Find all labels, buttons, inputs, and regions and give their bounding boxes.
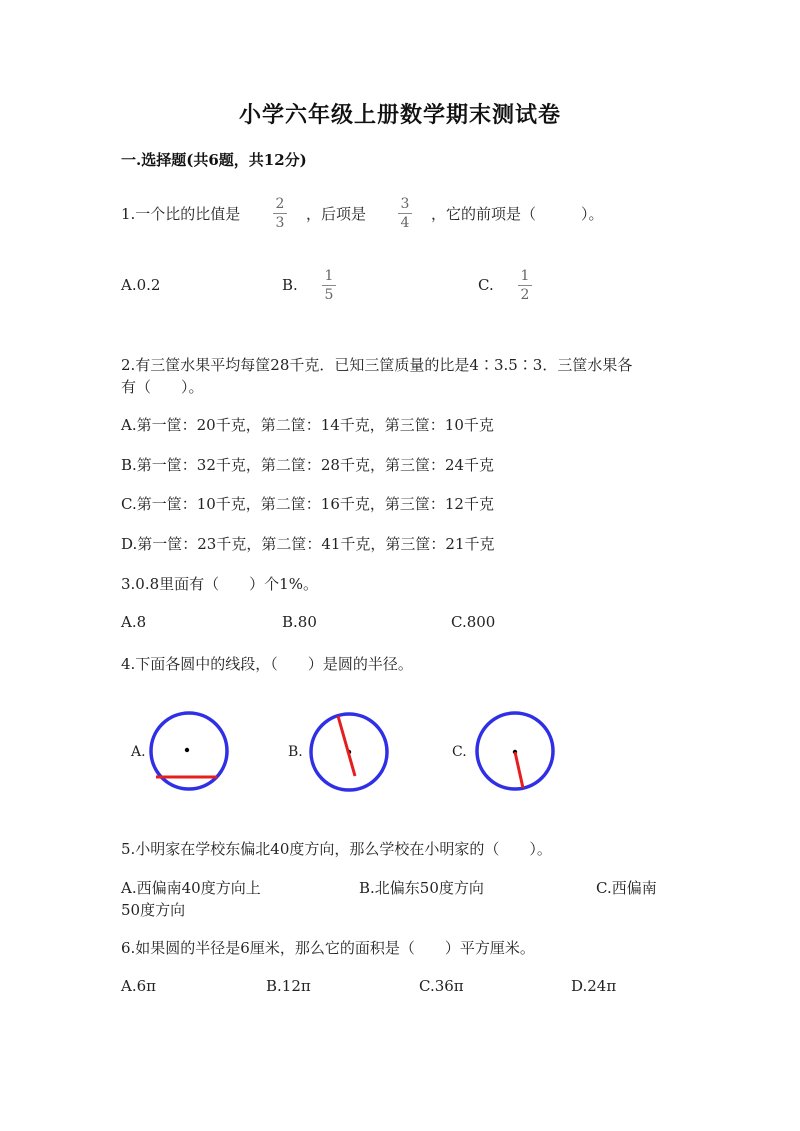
q2-option-d: D.第一筐：23千克，第二筐：41千克，第三筐：21千克 xyxy=(121,535,495,553)
q1-text-middle: ，后项是 xyxy=(306,205,367,223)
q2-option-c: C.第一筐：10千克，第二筐：16千克，第三筐：12千克 xyxy=(121,495,494,513)
fraction-bar xyxy=(273,213,287,214)
q1-text-start: 1.一个比的比值是 xyxy=(121,205,241,223)
q6-option-a: A.6π xyxy=(121,977,157,995)
fraction-bar xyxy=(398,213,412,214)
center-dot xyxy=(185,748,189,752)
q4-label-b: B. xyxy=(288,744,303,760)
q1-option-b-fraction xyxy=(318,268,340,303)
q1-fraction-ratio xyxy=(269,196,291,231)
q4-label-a: A. xyxy=(131,744,146,760)
q1-option-a: A.0.2 xyxy=(121,276,161,294)
fraction-numerator: 1 xyxy=(520,268,530,284)
q6-text: 6.如果圆的半径是6厘米，那么它的面积是（ ）平方厘米。 xyxy=(121,939,535,957)
q3-option-a: A.8 xyxy=(121,613,147,631)
fraction-denominator: 5 xyxy=(324,287,334,303)
section-heading: 一.选择题(共6题，共12分) xyxy=(121,151,307,169)
q6-option-d: D.24π xyxy=(571,977,617,995)
q3-text: 3.0.8里面有（ ）个1%。 xyxy=(121,575,318,593)
diameter-segment xyxy=(338,716,355,776)
fraction-denominator: 2 xyxy=(520,287,530,303)
q1-option-c: C. xyxy=(478,276,494,294)
fraction-bar xyxy=(518,285,532,286)
q4-label-c: C. xyxy=(452,744,467,760)
q3-option-b: B.80 xyxy=(282,613,317,631)
q6-option-b: B.12π xyxy=(266,977,311,995)
q5-option-c: C.西偏南 xyxy=(596,879,657,897)
q5-option-a: A.西偏南40度方向上 xyxy=(121,879,261,897)
q1-text-end: ，它的前项是（ ）。 xyxy=(431,205,604,223)
q6-option-c: C.36π xyxy=(419,977,464,995)
fraction-numerator: 3 xyxy=(400,196,410,212)
fraction-bar xyxy=(322,285,336,286)
fraction-numerator: 2 xyxy=(275,196,285,212)
q2-option-a: A.第一筐：20千克，第二筐：14千克，第三筐：10千克 xyxy=(121,416,494,434)
q1-option-b: B. xyxy=(282,276,298,294)
q4-circle-a xyxy=(142,704,236,798)
fraction-numerator: 1 xyxy=(324,268,334,284)
fraction-denominator: 4 xyxy=(400,215,410,231)
q5-text: 5.小明家在学校东偏北40度方向，那么学校在小明家的（ ）。 xyxy=(121,840,552,858)
page-title: 小学六年级上册数学期末测试卷 xyxy=(238,102,561,128)
q5-option-b: B.北偏东50度方向 xyxy=(359,879,484,897)
q2-text-line1: 2.有三筐水果平均每筐28千克．已知三筐质量的比是4∶3.5∶3．三筐水果各 xyxy=(121,356,633,374)
q1-option-c-fraction xyxy=(514,268,536,303)
q4-text: 4.下面各圆中的线段，（ ）是圆的半径。 xyxy=(121,655,413,673)
q4-circle-b xyxy=(302,705,396,799)
q5-option-c-continued: 50度方向 xyxy=(121,901,186,919)
q1-fraction-consequent xyxy=(394,196,416,231)
q2-text-line2: 有（ ）。 xyxy=(121,378,204,396)
radius-segment xyxy=(515,752,523,788)
q3-option-c: C.800 xyxy=(451,613,496,631)
q4-circle-c xyxy=(468,704,562,798)
q2-option-b: B.第一筐：32千克，第二筐：28千克，第三筐：24千克 xyxy=(121,456,495,474)
fraction-denominator: 3 xyxy=(275,215,285,231)
